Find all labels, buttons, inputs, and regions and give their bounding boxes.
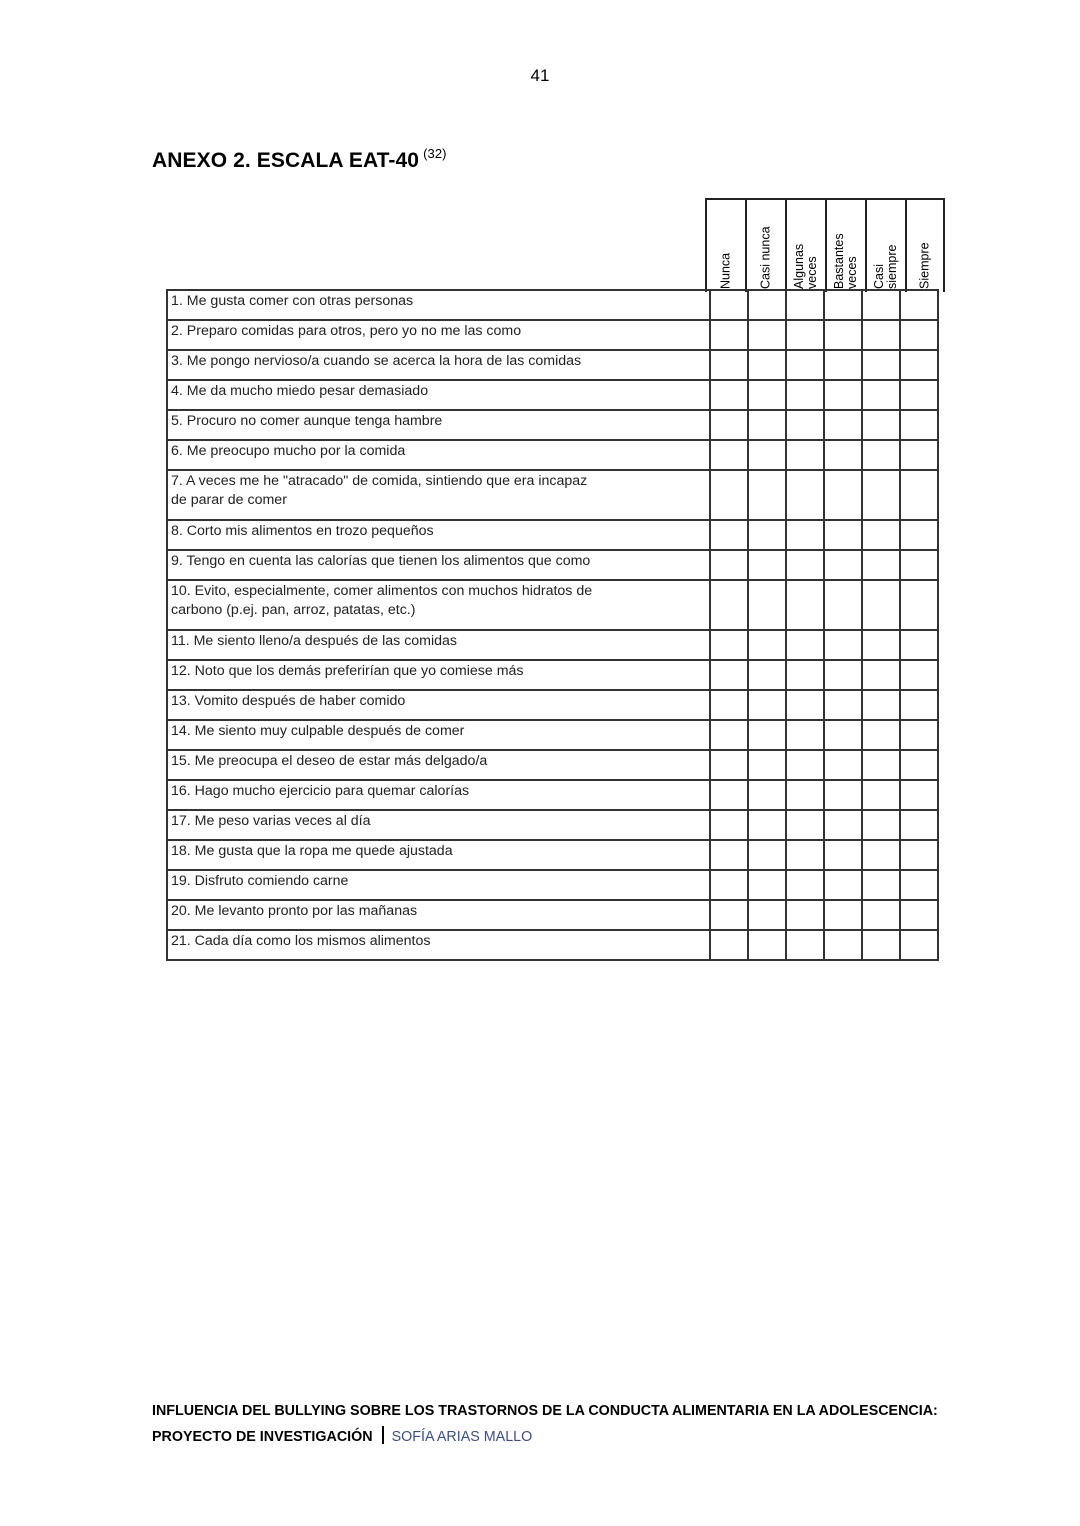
question-text-line: 16. Hago mucho ejercicio para quemar calorías	[171, 783, 470, 799]
scale-header-siempre	[905, 200, 945, 292]
questionnaire-row	[167, 750, 938, 780]
answer-cell-siempre[interactable]	[900, 290, 938, 320]
question-text	[167, 780, 710, 810]
question-text	[167, 580, 710, 630]
footer-author: SOFÍA ARIAS MALLO	[391, 1429, 533, 1445]
answer-cell-casi-nunca[interactable]	[748, 870, 786, 900]
question-text-line: 21. Cada día como los mismos alimentos	[171, 933, 431, 949]
answer-cell-bastantes-veces[interactable]	[824, 320, 862, 350]
scale-header-label	[793, 203, 819, 289]
answer-cell-casi-nunca[interactable]	[748, 930, 786, 960]
question-text	[167, 440, 710, 470]
scale-header-label-line: Casi	[872, 263, 886, 289]
answer-cell-algunas-veces[interactable]	[786, 750, 824, 780]
scale-header-label	[760, 203, 773, 289]
scale-header-label	[833, 203, 859, 289]
answer-cell-siempre[interactable]	[900, 550, 938, 580]
answer-cell-bastantes-veces[interactable]	[824, 720, 862, 750]
question-text-line: 10. Evito, especialmente, comer alimentos con muchos hidratos de	[171, 583, 593, 599]
question-text	[167, 750, 710, 780]
answer-cell-casi-nunca[interactable]	[748, 720, 786, 750]
question-text	[167, 520, 710, 550]
answer-cell-casi-nunca[interactable]	[748, 410, 786, 440]
answer-cell-siempre[interactable]	[900, 350, 938, 380]
answer-cell-siempre[interactable]	[900, 750, 938, 780]
question-text-line: 6. Me preocupo mucho por la comida	[171, 443, 406, 459]
answer-cell-algunas-veces[interactable]	[786, 320, 824, 350]
answer-cell-nunca[interactable]	[710, 350, 748, 380]
answer-cell-casi-nunca[interactable]	[748, 470, 786, 520]
answer-cell-casi-nunca[interactable]	[748, 780, 786, 810]
scale-header-casi-nunca	[745, 200, 785, 292]
answer-cell-casi-siempre[interactable]	[862, 380, 900, 410]
question-text	[167, 810, 710, 840]
question-text-line: 9. Tengo en cuenta las calorías que tienen los alimentos que como	[171, 553, 591, 569]
scale-header-label-line: veces	[805, 256, 819, 289]
question-text-line: 7. A veces me he "atracado" de comida, sintiendo que era incapaz	[171, 473, 588, 489]
answer-cell-nunca[interactable]	[710, 810, 748, 840]
answer-cell-casi-siempre[interactable]	[862, 580, 900, 630]
answer-cell-casi-nunca[interactable]	[748, 750, 786, 780]
page-footer	[152, 1398, 938, 1450]
answer-cell-nunca[interactable]	[710, 470, 748, 520]
answer-cell-nunca[interactable]	[710, 660, 748, 690]
question-text-line: de parar de comer	[171, 492, 287, 508]
answer-cell-casi-nunca[interactable]	[748, 380, 786, 410]
answer-cell-siempre[interactable]	[900, 520, 938, 550]
answer-cell-siempre[interactable]	[900, 410, 938, 440]
answer-cell-algunas-veces[interactable]	[786, 660, 824, 690]
question-text	[167, 930, 710, 960]
annex-heading	[152, 146, 447, 173]
answer-cell-siempre[interactable]	[900, 870, 938, 900]
question-text	[167, 630, 710, 660]
question-text-line: 8. Corto mis alimentos en trozo pequeños	[171, 523, 434, 539]
question-text-line: 19. Disfruto comiendo carne	[171, 873, 349, 889]
answer-cell-casi-siempre[interactable]	[862, 410, 900, 440]
question-text	[167, 380, 710, 410]
answer-cell-siempre[interactable]	[900, 780, 938, 810]
annex-title: ANEXO 2. ESCALA EAT-40	[152, 149, 420, 172]
scale-header-row	[705, 198, 945, 292]
answer-cell-casi-nunca[interactable]	[748, 550, 786, 580]
citation-reference: (32)	[423, 146, 447, 161]
question-text	[167, 550, 710, 580]
answer-cell-siempre[interactable]	[900, 720, 938, 750]
answer-cell-casi-nunca[interactable]	[748, 520, 786, 550]
question-text-line: 2. Preparo comidas para otros, pero yo no me las como	[171, 323, 522, 339]
answer-cell-casi-siempre[interactable]	[862, 720, 900, 750]
answer-cell-algunas-veces[interactable]	[786, 930, 824, 960]
questionnaire-row	[167, 720, 938, 750]
answer-cell-casi-nunca[interactable]	[748, 900, 786, 930]
question-text	[167, 840, 710, 870]
question-text-line: 11. Me siento lleno/a después de las comidas	[171, 633, 458, 649]
questionnaire-row	[167, 810, 938, 840]
answer-cell-casi-siempre[interactable]	[862, 780, 900, 810]
answer-cell-bastantes-veces[interactable]	[824, 290, 862, 320]
question-text-line: 15. Me preocupa el deseo de estar más delgado/a	[171, 753, 488, 769]
answer-cell-bastantes-veces[interactable]	[824, 870, 862, 900]
scale-header-nunca	[705, 200, 745, 292]
question-text	[167, 350, 710, 380]
answer-cell-nunca[interactable]	[710, 690, 748, 720]
scale-header-bastantes-veces	[825, 200, 865, 292]
answer-cell-algunas-veces[interactable]	[786, 900, 824, 930]
question-text	[167, 410, 710, 440]
answer-cell-casi-nunca[interactable]	[748, 350, 786, 380]
answer-cell-bastantes-veces[interactable]	[824, 380, 862, 410]
answer-cell-siempre[interactable]	[900, 580, 938, 630]
answer-cell-casi-siempre[interactable]	[862, 520, 900, 550]
answer-cell-nunca[interactable]	[710, 780, 748, 810]
answer-cell-bastantes-veces[interactable]	[824, 350, 862, 380]
answer-cell-casi-nunca[interactable]	[748, 630, 786, 660]
answer-cell-casi-nunca[interactable]	[748, 840, 786, 870]
answer-cell-casi-siempre[interactable]	[862, 290, 900, 320]
question-text-line: 1. Me gusta comer con otras personas	[171, 293, 414, 309]
answer-cell-bastantes-veces[interactable]	[824, 580, 862, 630]
question-text-line: 12. Noto que los demás preferirían que yo comiese más	[171, 663, 524, 679]
answer-cell-bastantes-veces[interactable]	[824, 660, 862, 690]
answer-cell-algunas-veces[interactable]	[786, 470, 824, 520]
questionnaire-row	[167, 780, 938, 810]
answer-cell-casi-siempre[interactable]	[862, 320, 900, 350]
answer-cell-casi-siempre[interactable]	[862, 930, 900, 960]
scale-header-label-line: siempre	[885, 244, 899, 289]
answer-cell-nunca[interactable]	[710, 840, 748, 870]
answer-cell-bastantes-veces[interactable]	[824, 440, 862, 470]
question-text	[167, 320, 710, 350]
answer-cell-algunas-veces[interactable]	[786, 350, 824, 380]
question-text-line: 13. Vomito después de haber comido	[171, 693, 406, 709]
answer-cell-siempre[interactable]	[900, 900, 938, 930]
answer-cell-casi-siempre[interactable]	[862, 660, 900, 690]
answer-cell-siempre[interactable]	[900, 840, 938, 870]
answer-cell-siempre[interactable]	[900, 810, 938, 840]
answer-cell-bastantes-veces[interactable]	[824, 520, 862, 550]
answer-cell-bastantes-veces[interactable]	[824, 750, 862, 780]
answer-cell-algunas-veces[interactable]	[786, 630, 824, 660]
answer-cell-casi-nunca[interactable]	[748, 660, 786, 690]
questionnaire-row	[167, 520, 938, 550]
questionnaire-row	[167, 580, 938, 630]
answer-cell-bastantes-veces[interactable]	[824, 780, 862, 810]
answer-cell-casi-nunca[interactable]	[748, 290, 786, 320]
question-text	[167, 290, 710, 320]
answer-cell-nunca[interactable]	[710, 320, 748, 350]
answer-cell-casi-nunca[interactable]	[748, 690, 786, 720]
question-text-line: 20. Me levanto pronto por las mañanas	[171, 903, 418, 919]
answer-cell-casi-siempre[interactable]	[862, 630, 900, 660]
questionnaire-row	[167, 840, 938, 870]
answer-cell-casi-siempre[interactable]	[862, 690, 900, 720]
question-text	[167, 660, 710, 690]
answer-cell-casi-nunca[interactable]	[748, 580, 786, 630]
question-text	[167, 870, 710, 900]
question-text-line: 3. Me pongo nervioso/a cuando se acerca la hora de las comidas	[171, 353, 582, 369]
answer-cell-bastantes-veces[interactable]	[824, 810, 862, 840]
page-number: 41	[530, 66, 550, 85]
footer-separator	[382, 1426, 384, 1444]
answer-cell-casi-siempre[interactable]	[862, 470, 900, 520]
question-text-line: 17. Me peso varias veces al día	[171, 813, 371, 829]
questionnaire-row	[167, 440, 938, 470]
answer-cell-casi-siempre[interactable]	[862, 810, 900, 840]
answer-cell-nunca[interactable]	[710, 900, 748, 930]
scale-header-label	[919, 203, 932, 289]
answer-cell-siempre[interactable]	[900, 630, 938, 660]
answer-cell-algunas-veces[interactable]	[786, 440, 824, 470]
answer-cell-nunca[interactable]	[710, 290, 748, 320]
questionnaire-row	[167, 930, 938, 960]
answer-cell-casi-nunca[interactable]	[748, 810, 786, 840]
answer-cell-algunas-veces[interactable]	[786, 690, 824, 720]
question-text-line: carbono (p.ej. pan, arroz, patatas, etc.)	[171, 602, 416, 618]
answer-cell-siempre[interactable]	[900, 690, 938, 720]
answer-cell-bastantes-veces[interactable]	[824, 840, 862, 870]
answer-cell-nunca[interactable]	[710, 870, 748, 900]
answer-cell-nunca[interactable]	[710, 380, 748, 410]
questionnaire-row	[167, 350, 938, 380]
scale-header-label-line: Casi nunca	[758, 226, 773, 289]
footer-title-line: INFLUENCIA DEL BULLYING SOBRE LOS TRASTORNOS DE LA CONDUCTA ALIMENTARIA EN LA ADOLESCENCIA:	[152, 1403, 938, 1419]
questionnaire-row	[167, 900, 938, 930]
answer-cell-algunas-veces[interactable]	[786, 410, 824, 440]
answer-cell-siempre[interactable]	[900, 470, 938, 520]
answer-cell-casi-siempre[interactable]	[862, 550, 900, 580]
answer-cell-algunas-veces[interactable]	[786, 720, 824, 750]
answer-cell-nunca[interactable]	[710, 750, 748, 780]
questionnaire-row	[167, 630, 938, 660]
answer-cell-casi-siempre[interactable]	[862, 870, 900, 900]
answer-cell-bastantes-veces[interactable]	[824, 550, 862, 580]
scale-header-label-line: Algunas	[792, 243, 806, 289]
answer-cell-nunca[interactable]	[710, 550, 748, 580]
answer-cell-nunca[interactable]	[710, 580, 748, 630]
answer-cell-casi-siempre[interactable]	[862, 440, 900, 470]
answer-cell-algunas-veces[interactable]	[786, 290, 824, 320]
answer-cell-nunca[interactable]	[710, 520, 748, 550]
scale-header-casi-siempre	[865, 200, 905, 292]
scale-header-label-line: Bastantes	[832, 233, 846, 289]
answer-cell-algunas-veces[interactable]	[786, 780, 824, 810]
question-text	[167, 900, 710, 930]
footer-subtitle: PROYECTO DE INVESTIGACIÓN	[152, 1429, 373, 1445]
answer-cell-nunca[interactable]	[710, 410, 748, 440]
answer-cell-bastantes-veces[interactable]	[824, 900, 862, 930]
answer-cell-algunas-veces[interactable]	[786, 520, 824, 550]
questionnaire-row	[167, 550, 938, 580]
scale-header-label-line: veces	[845, 256, 859, 289]
answer-cell-nunca[interactable]	[710, 630, 748, 660]
answer-cell-algunas-veces[interactable]	[786, 870, 824, 900]
answer-cell-bastantes-veces[interactable]	[824, 410, 862, 440]
questionnaire-row	[167, 410, 938, 440]
answer-cell-algunas-veces[interactable]	[786, 380, 824, 410]
answer-cell-siempre[interactable]	[900, 930, 938, 960]
questionnaire-row	[167, 290, 938, 320]
question-text-line: 5. Procuro no comer aunque tenga hambre	[171, 413, 443, 429]
scale-header-label	[720, 203, 733, 289]
answer-cell-casi-nunca[interactable]	[748, 320, 786, 350]
answer-cell-nunca[interactable]	[710, 930, 748, 960]
answer-cell-casi-siempre[interactable]	[862, 840, 900, 870]
questionnaire-row	[167, 470, 938, 520]
questionnaire-row	[167, 660, 938, 690]
question-text	[167, 470, 710, 520]
answer-cell-bastantes-veces[interactable]	[824, 470, 862, 520]
answer-cell-siempre[interactable]	[900, 380, 938, 410]
answer-cell-algunas-veces[interactable]	[786, 840, 824, 870]
scale-header-label-line: Nunca	[718, 252, 733, 289]
eat40-questionnaire-table	[166, 289, 939, 961]
answer-cell-bastantes-veces[interactable]	[824, 690, 862, 720]
answer-cell-nunca[interactable]	[710, 720, 748, 750]
question-text-line: 18. Me gusta que la ropa me quede ajustada	[171, 843, 453, 859]
answer-cell-siempre[interactable]	[900, 320, 938, 350]
question-text	[167, 720, 710, 750]
questionnaire-row	[167, 320, 938, 350]
scale-header-label-line: Siempre	[917, 242, 932, 289]
answer-cell-casi-nunca[interactable]	[748, 440, 786, 470]
answer-cell-algunas-veces[interactable]	[786, 550, 824, 580]
scale-header-label	[873, 203, 899, 289]
answer-cell-bastantes-veces[interactable]	[824, 930, 862, 960]
question-text-line: 14. Me siento muy culpable después de comer	[171, 723, 465, 739]
questionnaire-row	[167, 380, 938, 410]
answer-cell-algunas-veces[interactable]	[786, 810, 824, 840]
answer-cell-casi-siempre[interactable]	[862, 350, 900, 380]
answer-cell-casi-siempre[interactable]	[862, 900, 900, 930]
question-text-line: 4. Me da mucho miedo pesar demasiado	[171, 383, 429, 399]
question-text	[167, 690, 710, 720]
answer-cell-nunca[interactable]	[710, 440, 748, 470]
answer-cell-siempre[interactable]	[900, 440, 938, 470]
answer-cell-bastantes-veces[interactable]	[824, 630, 862, 660]
answer-cell-casi-siempre[interactable]	[862, 750, 900, 780]
questionnaire-row	[167, 870, 938, 900]
questionnaire-row	[167, 690, 938, 720]
answer-cell-algunas-veces[interactable]	[786, 580, 824, 630]
answer-cell-siempre[interactable]	[900, 660, 938, 690]
scale-header-algunas-veces	[785, 200, 825, 292]
